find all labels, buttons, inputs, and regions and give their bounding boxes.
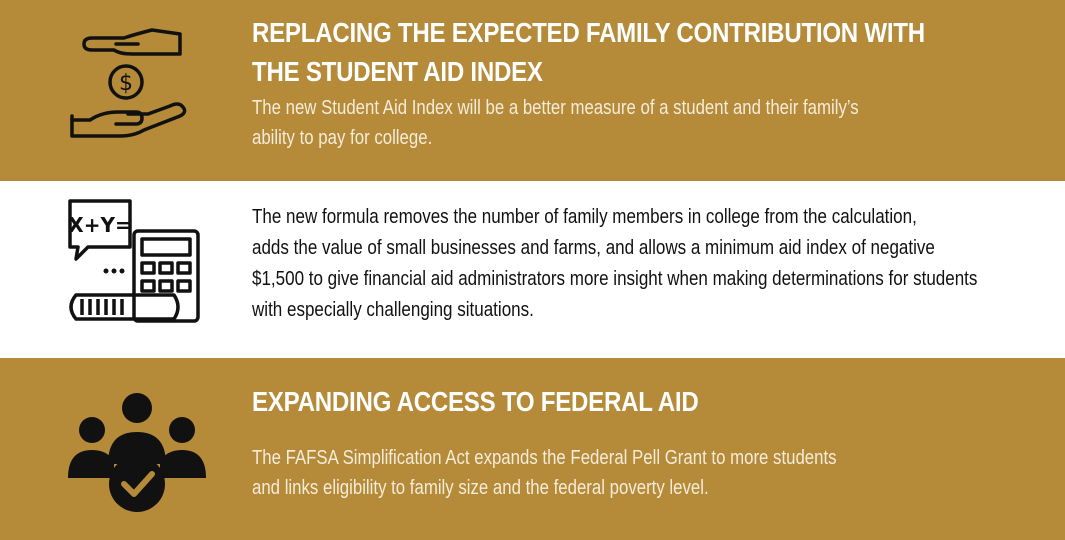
- money-hands-icon: [62, 20, 212, 160]
- section-federal-aid: [0, 358, 1065, 540]
- dollar-sign: $: [119, 71, 133, 96]
- calculator-formula-icon: [62, 195, 212, 345]
- section-student-aid-index: [0, 0, 1065, 181]
- section3-text: The FAFSA Simplification Act expands the Federal Pell Grant to more students and links eligibility to family size and the federal poverty level.: [252, 447, 837, 499]
- section1-text: The new Student Aid Index will be a better measure of a student and their family’s ability to pay for college.: [252, 97, 859, 149]
- section1-heading: REPLACING THE EXPECTED FAMILY CONTRIBUTION WITH THE STUDENT AID INDEX: [252, 17, 925, 87]
- section3-heading: EXPANDING ACCESS TO FEDERAL AID: [252, 386, 699, 417]
- formula-label: X+Y=: [68, 213, 132, 237]
- section-new-formula: [0, 181, 1065, 358]
- section2-text: The new formula removes the number of family members in college from the calculation, adds the value of small businesses and farms, and allows a minimum aid index of negative $1,500 to give financial aid administrators more insight when making determinations for students with especially challenging situations.: [252, 205, 978, 321]
- people-checkmark-icon: [62, 380, 212, 520]
